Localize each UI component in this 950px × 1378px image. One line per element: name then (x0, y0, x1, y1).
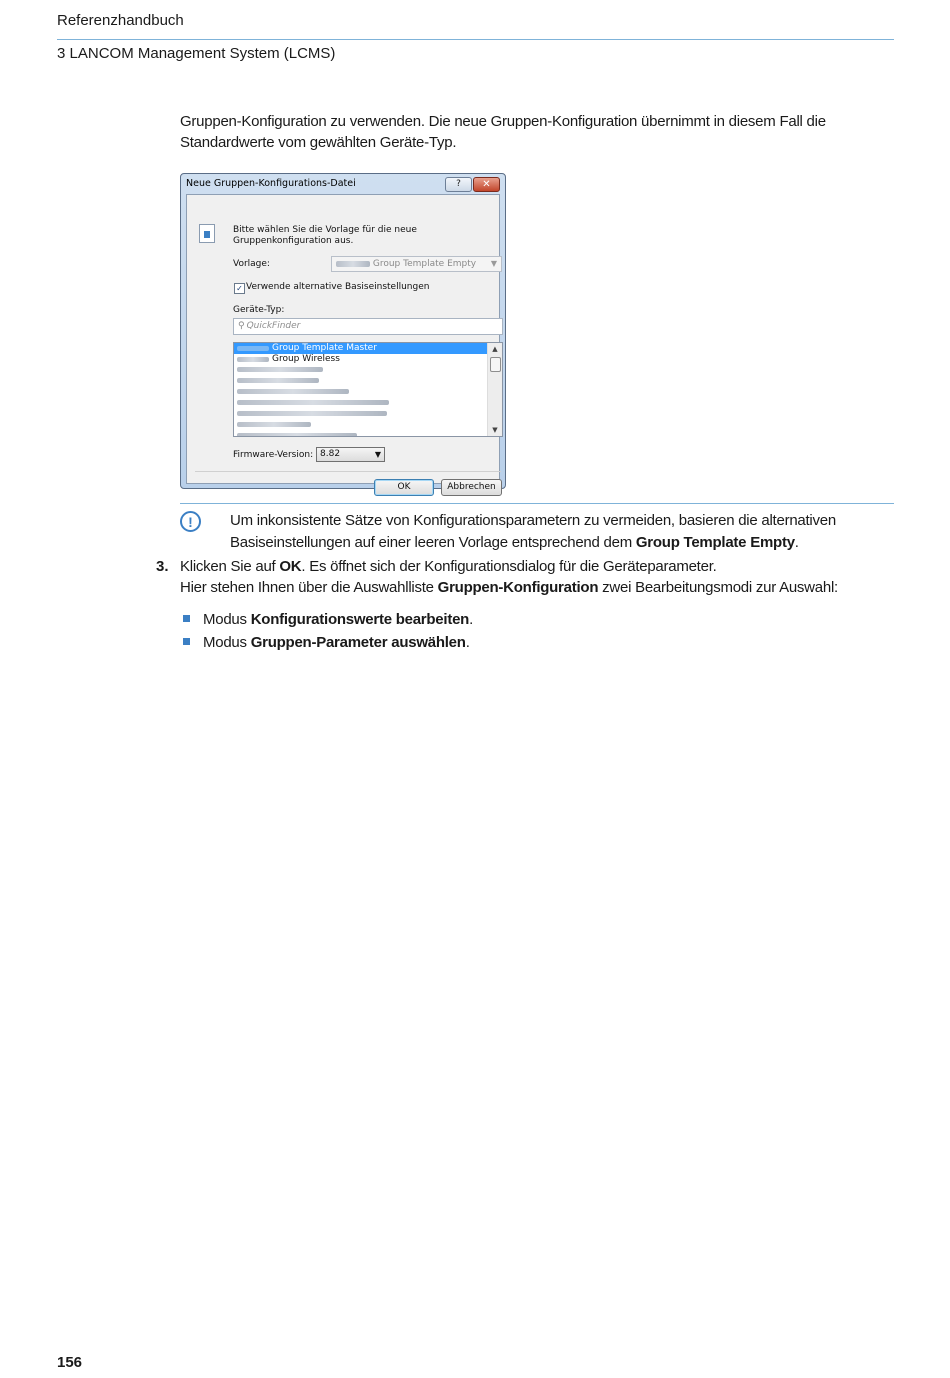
bullet-square-icon (183, 638, 190, 645)
firmware-value: 8.82 (320, 449, 341, 459)
header-rule (57, 39, 894, 40)
note-text-end: . (794, 534, 799, 551)
running-header-title: Referenzhandbuch (57, 12, 184, 29)
alt-settings-checkbox[interactable]: ✓ (234, 283, 245, 294)
list-item[interactable] (234, 343, 488, 354)
bullet-emphasis: Gruppen-Parameter auswählen (250, 634, 466, 651)
step-text-part: Klicken Sie auf (180, 558, 280, 575)
step-line-1 (180, 556, 894, 577)
list-item-label: Group Template Master (272, 343, 377, 353)
note-text (230, 510, 894, 554)
intro-paragraph: Gruppen-Konfiguration zu verwenden. Die neue Gruppen-Konfiguration übernimmt in diesem Fall die Standardwerte vom gewählten Geräte-Typ. (180, 113, 826, 151)
redacted-text (237, 378, 319, 383)
list-item[interactable] (234, 354, 502, 365)
step-text-part: . Es öffnet sich der Konfigurationsdialog für die Geräteparameter. (301, 558, 717, 575)
scroll-thumb[interactable] (490, 357, 501, 372)
dialog-title: Neue Gruppen-Konfigurations-Datei (186, 178, 356, 189)
redacted-text (237, 433, 357, 437)
geraete-typ-label: Geräte-Typ: (233, 305, 285, 315)
chevron-down-icon: ▼ (490, 259, 497, 268)
dialog-client-area (186, 194, 500, 492)
redacted-text (237, 422, 311, 427)
list-item (183, 631, 473, 654)
list-item-redacted[interactable] (234, 409, 502, 420)
redacted-prefix (237, 346, 269, 351)
vorlage-value: Group Template Empty (372, 259, 477, 269)
note-emphasis: Group Template Empty (635, 534, 795, 551)
list-scrollbar[interactable] (487, 343, 502, 436)
list-item (183, 608, 473, 631)
new-group-config-dialog (180, 173, 506, 492)
step-number: 3. (156, 558, 169, 575)
quickfinder-input[interactable] (233, 318, 503, 335)
bullet-square-icon (183, 615, 190, 622)
exclamation-circle-icon: ! (180, 511, 201, 532)
note-text-part: Um inkonsistente Sätze von Konfigurationsparametern zu vermeiden, basieren die alternativen Basiseinstellungen auf einer leeren Vorlage entsprechend dem (230, 512, 836, 551)
bullet-suffix: . (469, 611, 473, 628)
list-item-redacted[interactable] (234, 376, 502, 387)
device-type-list[interactable] (233, 342, 503, 437)
step-emphasis: OK (279, 558, 302, 575)
vorlage-label: Vorlage: (233, 259, 270, 269)
vorlage-select[interactable] (331, 256, 502, 272)
ok-button[interactable]: OK (374, 479, 434, 496)
list-item-label: Group Wireless (272, 354, 340, 364)
cancel-button[interactable]: Abbrechen (441, 479, 502, 496)
help-button[interactable]: ? (445, 177, 472, 192)
alt-settings-label: Verwende alternative Basiseinstellungen (246, 282, 430, 292)
scroll-up-icon[interactable]: ▲ (492, 345, 498, 353)
firmware-label: Firmware-Version: (233, 450, 314, 460)
step-emphasis: Gruppen-Konfiguration (437, 579, 599, 596)
bullet-prefix: Modus (203, 634, 251, 651)
bullet-prefix: Modus (203, 611, 251, 628)
step-text-part: zwei Bearbeitungsmodi zur Auswahl: (598, 579, 838, 596)
scroll-down-icon[interactable]: ▼ (492, 426, 498, 434)
redacted-text (237, 411, 387, 416)
bullet-emphasis: Konfigurationswerte bearbeiten (250, 611, 470, 628)
chevron-down-icon: ▼ (374, 450, 381, 459)
note-rule (180, 503, 894, 504)
bullet-suffix: . (465, 634, 470, 651)
search-icon: ⚲ (238, 321, 245, 331)
running-header-chapter: 3 LANCOM Management System (LCMS) (57, 45, 336, 62)
redacted-text (237, 367, 323, 372)
button-separator (195, 471, 501, 472)
step-text-part: Hier stehen Ihnen über die Auswahlliste (180, 579, 438, 596)
mode-list (183, 608, 473, 654)
redacted-prefix (237, 357, 269, 362)
close-button[interactable]: ✕ (473, 177, 500, 192)
dialog-instruction: Bitte wählen Sie die Vorlage für die neue Gruppenkonfiguration aus. (233, 225, 417, 246)
quickfinder-placeholder: QuickFinder (246, 321, 301, 331)
page-number: 156 (57, 1354, 83, 1371)
document-icon (199, 224, 215, 243)
redacted-prefix (336, 261, 370, 267)
redacted-text (237, 389, 349, 394)
list-item-redacted[interactable] (234, 365, 502, 376)
firmware-select[interactable] (316, 447, 385, 462)
list-item-redacted[interactable] (234, 420, 502, 431)
step-text (180, 556, 894, 598)
list-item-redacted[interactable] (234, 431, 502, 437)
list-item-redacted[interactable] (234, 398, 502, 409)
list-item-redacted[interactable] (234, 387, 502, 398)
step-line-2 (180, 577, 894, 598)
redacted-text (237, 400, 389, 405)
